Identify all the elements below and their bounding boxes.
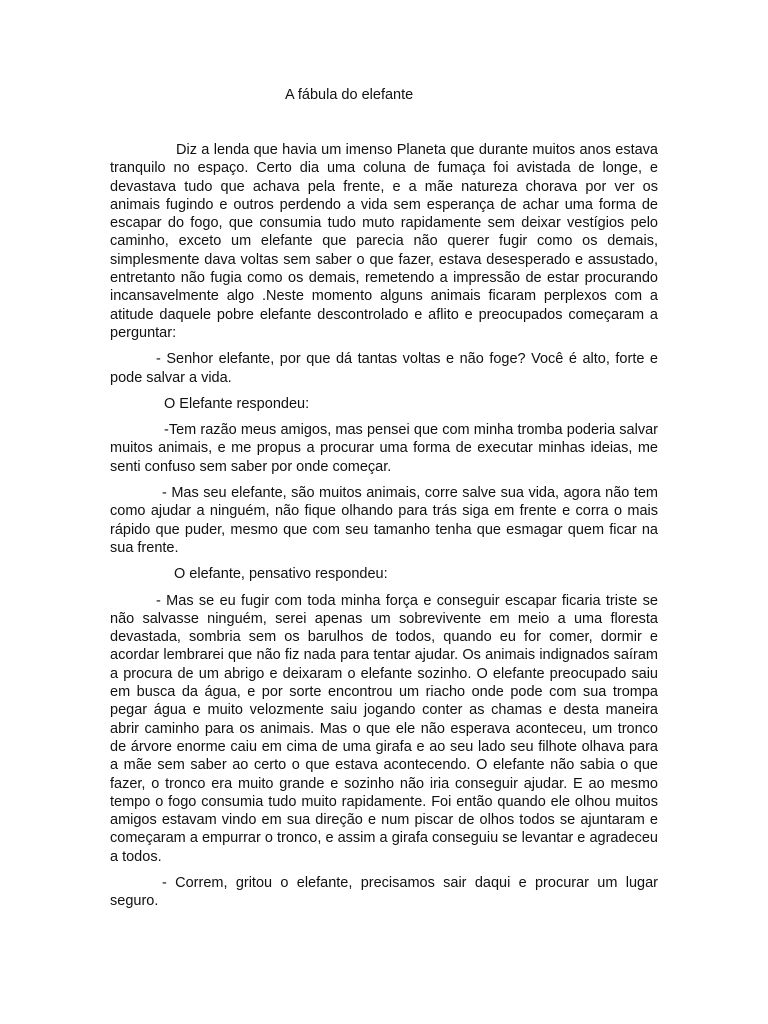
paragraph-intro: Diz a lenda que havia um imenso Planeta que durante muitos anos estava tranquilo no espaço. Certo dia uma coluna de fumaça foi avistada de longe, e devastava tudo que achava pela frente, e a mãe natureza chorava por ver os animais fugindo e outros perdendo a vida sem esperança de achar uma forma de escapar do fogo, que consumia tudo muto rapidamente sem deixar vestígios pelo caminho, exceto um elefante que parecia não querer fugir como os demais, simplesmente dava voltas sem saber o que fazer, estava desesperado e assustado, entretanto não fugia como os demais, remetendo a impressão de estar procurando incansavelmente algo .Neste momento alguns animais ficaram perplexos com a atitude daquele pobre elefante descontrolado e aflito e preocupados começaram a perguntar: (110, 142, 658, 341)
paragraph-elephant-story: - Mas se eu fugir com toda minha força e conseguir escapar ficaria triste se não salvasse ninguém, serei apenas um sobrevivente em meio a uma floresta devastada, sombria sem os barulhos de todos, quando eu for comer, dormir e acordar lembrarei que não fiz nada para tentar ajudar. Os animais indignados saíram a procura de um abrigo e deixaram o elefante sozinho. O elefante preocupado saiu em busca da água, e por sorte encontrou um riacho onde pode com sua trompa pegar água e muito velozmente saiu jogando conter as chamas e desta maneira abrir caminho para os animais. Mas o que ele não esperava aconteceu, um tronco de árvore enorme caiu em cima de uma girafa e ao seu lado seu filhote olhava para a mãe sem saber ao certo o que estava acontecendo. O elefante não sabia o que fazer, o tronco era muito grande e sozinho não iria conseguir ajudar. E ao mesmo tempo o fogo consumia tudo muito rapidamente. Foi então quando ele olhou muitos amigos estavam vindo em sua direção e num piscar de olhos todos se ajuntaram e começaram a empurrar o tronco, e assim a girafa conseguiu se levantar e agradeceu a todos. (110, 592, 658, 865)
paragraph-question: - Senhor elefante, por que dá tantas voltas e não foge? Você é alto, forte e pode salvar a vida. (110, 351, 658, 386)
paragraph-elephant-reply: -Tem razão meus amigos, mas pensei que com minha tromba poderia salvar muitos animais, e me propus a procurar uma forma de executar minhas ideias, me senti confuso sem saber por onde começar. (110, 422, 658, 475)
paragraph-closing: - Correm, gritou o elefante, precisamos sair daqui e procurar um lugar seguro. (110, 874, 658, 910)
paragraph-elephant-pensive: O elefante, pensativo respondeu: (174, 566, 388, 583)
document-body (110, 141, 658, 919)
document-title: A fábula do elefante (285, 87, 414, 103)
paragraph-elephant-responds: O Elefante respondeu: (164, 395, 310, 412)
paragraph-animals-plea: - Mas seu elefante, são muitos animais, corre salve sua vida, agora não tem como ajudar a ninguém, não fique olhando para trás siga em frente e corra o mais rápido que puder, mesmo que com seu tamanho tenha que esmagar quem ficar na sua frente. (110, 485, 658, 556)
